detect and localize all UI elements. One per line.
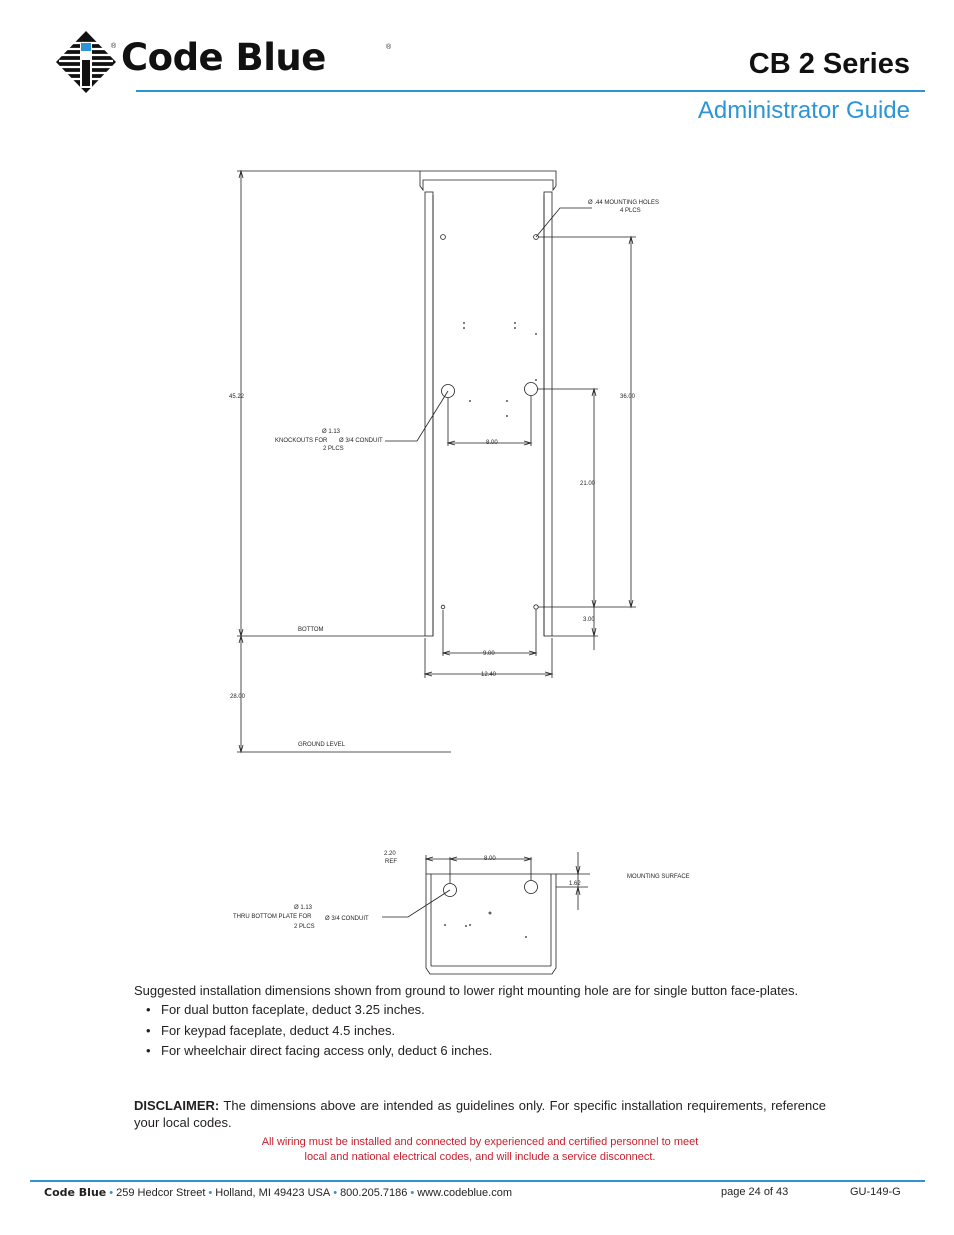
registered-mark: ® xyxy=(111,43,117,50)
warning-line: local and national electrical codes, and will include a service disconnect. xyxy=(304,1151,656,1163)
separator-dot-icon: • xyxy=(109,1187,114,1199)
base-to-ground-dim: 28.00 xyxy=(230,694,246,700)
registered-mark-wordmark: ® xyxy=(386,44,392,51)
notes-intro: Suggested installation dimensions shown from ground to lower right mounting hole are for single button face-plates. xyxy=(134,983,799,998)
footer-brand: Code Blue xyxy=(44,1186,107,1199)
bottom-hole-offset-dim: 3.00 xyxy=(583,617,595,623)
hole-spacing-vertical-dim: 36.00 xyxy=(620,394,636,400)
conduit-label: Ø 3/4 CONDUIT xyxy=(339,438,383,444)
knockout-count: 2 PLCS xyxy=(323,446,344,452)
footer-address: 259 Hedcor Street xyxy=(116,1187,206,1199)
installation-notes xyxy=(134,982,826,1063)
mounting-surface-label: MOUNTING SURFACE xyxy=(627,874,690,880)
depth-dim: 1.62 xyxy=(569,881,581,887)
thru-bottom-label: THRU BOTTOM PLATE FOR xyxy=(233,914,312,920)
wiring-warning xyxy=(134,1135,826,1165)
bottom-hole-count: 2 PLCS xyxy=(294,924,315,930)
bottom-hole-diameter: Ø 1.13 xyxy=(294,905,313,911)
ref-dim: 2.20 xyxy=(384,851,396,857)
disclaimer-label: DISCLAIMER: xyxy=(134,1098,220,1113)
separator-dot-icon: • xyxy=(410,1187,415,1199)
document-id: GU-149-G xyxy=(850,1186,901,1198)
knockout-spacing-dim: 8.00 xyxy=(486,440,498,446)
logo-wordmark: Code Blue xyxy=(121,36,326,79)
page-number: page 24 of 43 xyxy=(721,1186,789,1198)
document-subtitle: Administrator Guide xyxy=(697,97,910,124)
footer-phone: 800.205.7186 xyxy=(340,1187,408,1199)
footer-city: Holland, MI 49423 USA xyxy=(215,1187,331,1199)
bottom-conduit-label: Ø 3/4 CONDUIT xyxy=(325,916,369,922)
overall-height-dim: 45.22 xyxy=(229,394,245,400)
list-item: • For dual button faceplate, deduct 3.25 inches. xyxy=(146,1001,826,1018)
notes-list xyxy=(134,1001,826,1059)
disclaimer-text: The dimensions above are intended as guidelines only. For specific installation requirements, reference your local codes. xyxy=(134,1098,826,1130)
separator-dot-icon: • xyxy=(208,1187,213,1199)
overall-width-dim: 12.40 xyxy=(481,672,497,678)
list-item: • For wheelchair direct facing access only, deduct 6 inches. xyxy=(146,1042,826,1059)
footer-divider xyxy=(30,1180,925,1182)
ref-label: REF xyxy=(385,859,397,865)
bottom-knockout-spacing-dim: 8.00 xyxy=(484,856,496,862)
bottom-view xyxy=(382,852,590,974)
mounting-holes-label: Ø .44 MOUNTING HOLES xyxy=(588,200,660,206)
hole-spacing-horizontal-dim: 9.00 xyxy=(483,651,495,657)
series-title: CB 2 Series xyxy=(748,48,910,80)
ground-level-label: GROUND LEVEL xyxy=(298,742,346,748)
warning-line: All wiring must be installed and connected by experienced and certified personnel to meet xyxy=(261,1136,699,1148)
knockout-height-dim: 21.00 xyxy=(580,481,596,487)
mounting-holes-count: 4 PLCS xyxy=(620,208,641,214)
list-item: • For keypad faceplate, deduct 4.5 inches. xyxy=(146,1022,826,1039)
disclaimer xyxy=(134,1097,826,1131)
knockout-diameter: Ø 1.13 xyxy=(322,429,341,435)
footer-website[interactable]: www.codeblue.com xyxy=(417,1187,512,1199)
footer-contact xyxy=(44,1186,512,1199)
front-view xyxy=(237,171,636,752)
knockouts-label: KNOCKOUTS FOR xyxy=(275,438,328,444)
bottom-label: BOTTOM xyxy=(298,627,324,633)
separator-dot-icon: • xyxy=(333,1187,338,1199)
